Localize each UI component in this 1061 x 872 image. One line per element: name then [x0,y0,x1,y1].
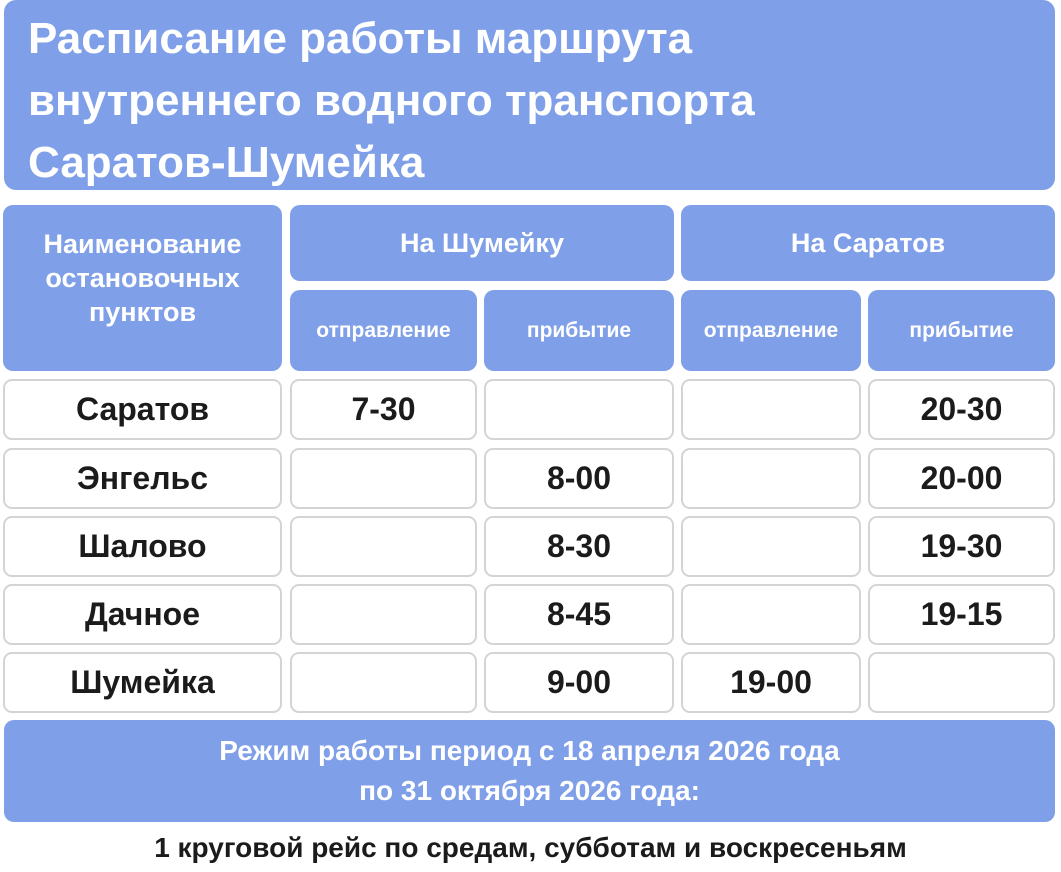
title-line-1: Расписание работы маршрута [28,14,693,63]
header-saratov-departure: отправление [681,290,861,371]
saratov-to-shumeyka-departure: 7-30 [290,379,477,440]
shalovo-to-saratov-departure [681,516,861,577]
shumeyka-to-shumeyka-arrival: 9-00 [484,652,674,713]
engels-to-saratov-arrival: 20-00 [868,448,1055,509]
dachnoe-to-saratov-departure [681,584,861,645]
header-stop-names-line-2: остановочных [45,263,240,293]
header-stop-names [3,205,282,371]
operating-period-line-2: по 31 октября 2026 года: [359,775,700,806]
header-direction-saratov: На Саратов [681,205,1055,281]
operating-period-line-1: Режим работы период с 18 апреля 2026 года [219,735,840,766]
operating-period-banner [4,720,1055,822]
page-title [4,0,1055,190]
saratov-to-saratov-departure [681,379,861,440]
stop-name-engels: Энгельс [3,448,282,509]
stop-name-dachnoe: Дачное [3,584,282,645]
shumeyka-to-saratov-arrival [868,652,1055,713]
engels-to-saratov-departure [681,448,861,509]
shalovo-to-shumeyka-departure [290,516,477,577]
title-line-2: внутреннего водного транспорта [28,76,755,125]
shalovo-to-saratov-arrival: 19-30 [868,516,1055,577]
dachnoe-to-shumeyka-departure [290,584,477,645]
dachnoe-to-shumeyka-arrival: 8-45 [484,584,674,645]
header-stop-names-line-1: Наименование [43,229,242,259]
shalovo-to-shumeyka-arrival: 8-30 [484,516,674,577]
engels-to-shumeyka-arrival: 8-00 [484,448,674,509]
header-shumeyka-arrival: прибытие [484,290,674,371]
stop-name-shumeyka: Шумейка [3,652,282,713]
shumeyka-to-saratov-departure: 19-00 [681,652,861,713]
header-shumeyka-departure: отправление [290,290,477,371]
shumeyka-to-shumeyka-departure [290,652,477,713]
header-direction-shumeyka: На Шумейку [290,205,674,281]
dachnoe-to-saratov-arrival: 19-15 [868,584,1055,645]
saratov-to-shumeyka-arrival [484,379,674,440]
header-saratov-arrival: прибытие [868,290,1055,371]
title-line-3: Саратов-Шумейка [28,138,425,187]
stop-name-shalovo: Шалово [3,516,282,577]
stop-name-saratov: Саратов [3,379,282,440]
engels-to-shumeyka-departure [290,448,477,509]
trip-frequency-note: 1 круговой рейс по средам, субботам и воскресеньям [154,832,907,863]
header-stop-names-line-3: пунктов [88,297,197,327]
saratov-to-saratov-arrival: 20-30 [868,379,1055,440]
